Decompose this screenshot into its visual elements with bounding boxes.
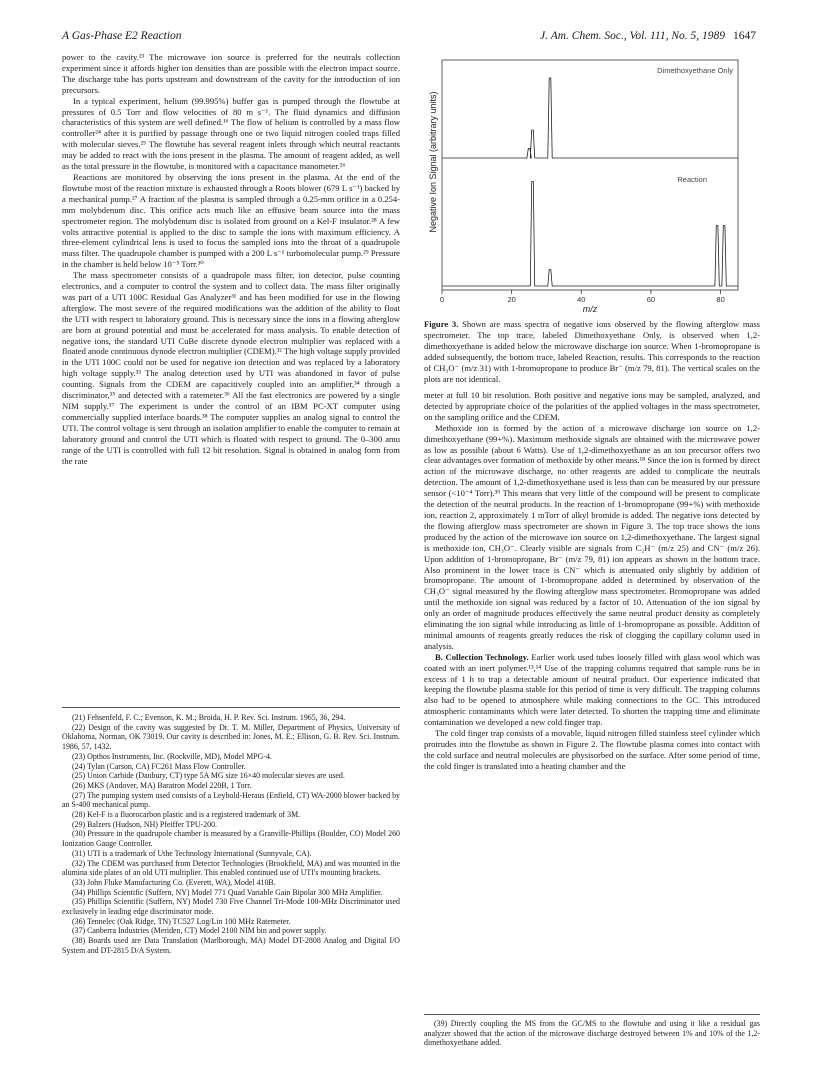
trace-dimethoxyethane-only — [442, 78, 738, 158]
footnote-divider-right — [424, 1014, 760, 1015]
caption-text: Shown are mass spectra of negative ions observed by the flowing afterglow mass spectrometer. The top trace, labeled Dimethoxyethane Only, is observed when 1,2-dimethoxyethane is added below the microwave discharge ion source. When 1-bromopropane is added subsequently, the bottom trace, labeled Reaction, results. This corresponds to the reaction of CH₃O⁻ (m/z 31) with 1-bromopropane to produce Br⁻ (m/z 79, 81). The vertical scales on the plots are not identical. — [424, 319, 761, 384]
x-axis-label: m/z — [582, 304, 598, 314]
left-column-body — [62, 52, 400, 466]
x-tick-label: 40 — [577, 295, 586, 304]
section-b-text: Earlier work used tubes loosely filled with glass wool which was coated with an inert polymer.¹³,¹⁴ Use of the trapping columns required that sample runs be in excess of 1 h to trap a detectable amount of neutral product. Our experience indicated that keeping the flowtube plasma stable for this period of time is very difficult. The trapping columns also had to be opened to atmosphere while making connections to the GC. This introduced atmospheric contaminants which were later detected. To shorten the trapping time and eliminate contamination we developed a new cold finger trap. — [424, 651, 760, 728]
footnote: (36) Tennelec (Oak Ridge, TN) TC527 Log/Lin 100 MHz Ratemeter. — [72, 916, 291, 926]
left-paragraph: power to the cavity.²³ The microwave ion source is preferred for the neutrals collection experiment since it affords higher ion densities than are possible with the electron impact source. The discharge tube has ports upstream and downstream of the cavity for the introduction of ion precursors. — [62, 52, 400, 95]
footnote: (39) Directly coupling the MS from the GC/MS to the flowtube and using it like a residual gas analyzer showed that the action of the microwave discharge destroyed between 1% and 10% of the 1,2-dimethoxyethane added. — [424, 1019, 760, 1048]
mass-spectrum-chart — [424, 50, 764, 320]
footnote: (26) MKS (Andover, MA) Baratron Model 220B, 1 Torr. — [72, 780, 252, 790]
top-trace-label: Dimethoxyethane Only — [657, 66, 733, 75]
running-head-journal — [540, 30, 756, 42]
x-tick-label: 80 — [716, 295, 725, 304]
footnote: (31) UTI is a trademark of Uthe Technology International (Sunnyvale, CA). — [72, 848, 312, 858]
right-paragraph: The cold finger trap consists of a movable, liquid nitrogen filled stainless steel cylinder which protrudes into the flowtube as shown in Figure 2. The flowtube plasma comes into contact with the cold surface and neutral molecules are physisorbed on the surface. After some period of time, the cold finger is translated into a heating chamber and the — [424, 728, 760, 771]
journal-citation: J. Am. Chem. Soc., Vol. 111, No. 5, 1989 — [540, 30, 725, 42]
section-heading: B. Collection Technology. — [435, 651, 529, 662]
x-tick-label: 20 — [507, 295, 516, 304]
bottom-trace-label: Reaction — [677, 175, 707, 184]
page-number: 1647 — [733, 30, 756, 42]
footnote: (32) The CDEM was purchased from Detector Technologies (Brookfield, MA) and was mounted in the alumina side plates of an old UTI multiplier. This enabled continued use of UTI's mounting brackets. — [62, 858, 400, 878]
x-tick-label: 60 — [646, 295, 656, 304]
footnote: (28) Kel-F is a fluorocarbon plastic and is a registered trademark of 3M. — [72, 810, 301, 820]
left-paragraph: The mass spectrometer consists of a quadrupole mass filter, ion detector, pulse counting electronics, and a computer to control the system and to collect data. The mass filter originally was part of a UTI 100C Residual Gas Analyzer³¹ and has been modified for use in the flowing afterglow. The most severe of the required modifications was the addition of the ability to float the UTI with respect to laboratory ground. This is necessary since the ions in a flowing afterglow are born at ground potential and must be accelerated for mass analysis. To enable detection of negative ions, the standard UTI CuBe discrete dynode electron multiplier was replaced with a floated anode continuous dynode electron multiplier (CDEM).³² The high voltage supply provided in the UTI 100C could not be used for negative ion detection and was replaced by a laboratory high voltage supply.³³ The analog detection used by UTI was abandoned in favor of pulse counting. Signals from the CDEM are capacitively coupled into an amplifier,³⁴ through a discriminator,³⁵ and detected with a ratemeter.³⁶ All the fast electronics are powered by a single NIM supply.³⁷ The experiment is under the control of an IBM PC-XT computer using commercially supplied interface boards.³⁸ The computer supplies an analog signal to control the UTI. The control voltage is sent through an isolation amplifier to enable the computer to remain at laboratory ground and control the UTI which is floated with respect to ground. The 0–300 amu range of the UTI is controlled with full 12 bit resolution. Signal is obtained in analog form from the rate — [62, 270, 401, 466]
section-b-paragraph — [424, 652, 760, 728]
right-paragraph: meter at full 10 bit resolution. Both positive and negative ions may be sampled, analyzed, and detected by appropriate choice of the polarities of the applied voltages in the mass spectrometer, on the sampling orifice and the CDEM. — [424, 390, 760, 422]
x-axis-ticks — [440, 290, 725, 304]
footnote: (24) Tylan (Carson, CA) FC261 Mass Flow Controller. — [72, 761, 246, 771]
footnote: (34) Phillips Scientific (Suffern, NY) Model 771 Quad Variable Gain Bipolar 300 MHz Amplifier. — [72, 887, 383, 897]
footnotes-left — [62, 713, 400, 956]
left-paragraph: Reactions are monitored by observing the ions present in the plasma. At the end of the flowtube most of the reaction mixture is exhausted through a Roots blower (679 L s⁻¹) backed by a mechanical pump.²⁷ A fraction of the plasma is sampled through a 0.25-mm orifice in a 0.254-mm molybdenum disc. This orifice acts much like an effusive beam source into the mass spectrometer region. The molybdenum disc is isolated from ground on a Kel-F insulator.²⁸ A few volts attractive potential is applied to the disc to sample the ions with maximum efficiency. A three-element cylindrical lens is used to focus the sampled ions into the throat of a quadrupole mass filter. The quadrupole chamber is pumped with a 200 L s⁻¹ turbomolecular pump.²⁹ Pressure in the chamber is held below 10⁻⁵ Torr.³⁰ — [62, 171, 400, 270]
running-head-title: A Gas-Phase E2 Reaction — [62, 30, 182, 42]
footnote: (29) Balzers (Hudson, NH) Pfeiffer TPU-200. — [72, 819, 217, 829]
x-tick-label: 0 — [439, 295, 445, 304]
footnote: (37) Canberra Industries (Meriden, CT) Model 2100 NIM bin and power supply. — [72, 926, 327, 936]
footnote: (27) The pumping system used consists of a Leybold-Heraus (Enfield, CT) WA-2000 blower backed by an S-400 mechanical pump. — [62, 790, 400, 810]
footnote: (22) Design of the cavity was suggested by Dr. T. M. Miller, Department of Physics, University of Oklahoma, Norman, OK 73019. Our cavity is described in: Jones, M. E.; Ellison, G. B. Rev. Sci. Instrum. 1986, 57, 1432. — [62, 722, 400, 752]
footnotes-right — [424, 1019, 760, 1048]
figure-caption — [424, 319, 760, 384]
right-paragraph: Methoxide ion is formed by the action of a microwave discharge ion source on 1,2-dimethoxyethane (99+%). Maximum methoxide signals are obtained with the microwave power as low as possible (about 6 Watts). Use of 1,2-dimethoxyethane as an ion precursor offers two clear advantages over formation of methoxide by other means.¹⁸ Since the ion is formed by direct action of the microwave discharge, no other reagents are added to complicate the neutrals detection. The amount of 1,2-dimethoxyethane used is less than can be measured by our pressure sensor (<10⁻⁴ Torr).³⁹ This means that very little of the compound will be present to complicate the detection of the neutral products. In the reaction of 1-bromopropane (99+%) with methoxide ion, reaction 2, approximately 1 mTorr of alkyl bromide is added. The negative ions detected by the flowing afterglow mass spectrometer are shown in Figure 3. The top trace shows the ions produced by the action of the microwave ion source on 1,2-dimethoxyethane. The largest signal is methoxide ion, CH₃O⁻. Clearly visible are signals from C₂H⁻ (m/z 25) and CN⁻ (m/z 26). Upon addition of 1-bromopropane, Br⁻ (m/z 79, 81) ion appears as shown in the bottom trace. Also prominent in the lower trace is CN⁻ which is attenuated only slightly by addition of bromopropane. The amount of 1-bromopropane added is determined by observation of the CH₃O⁻ signal measured by the flowing afterglow mass spectrometer. Bromopropane was added until the methoxide ion signal was reduced by a factor of 10. Attenuation of the ion signal by only an order of magnitude produces effectively the same neutral product density as completely eliminating the ion signal while introducing as little of 1-bromopropane as possible. Addition of minimal amounts of reagents greatly reduces the risk of clogging the capillary column used in analysis. — [424, 422, 760, 651]
footnote: (33) John Fluke Manufacturing Co. (Everett, WA), Model 410B. — [72, 877, 276, 887]
y-axis-label: Negative Ion Signal (arbitrary units) — [428, 91, 438, 233]
figure-3-mass-spectra — [424, 50, 764, 328]
right-column-body — [424, 390, 760, 772]
footnote: (38) Boards used are Data Translation (Marlborough, MA) Model DT-2808 Analog and Digital I/O System and DT-2815 D/A System. — [62, 936, 400, 955]
footnote: (30) Pressure in the quadrupole chamber is measured by a Granville-Phillips (Boulder, CO) Model 260 Ionization Gauge Controller. — [62, 829, 400, 849]
trace-reaction — [442, 182, 738, 287]
footnote: (21) Fehsenfeld, F. C.; Evenson, K. M.; Broida, H. P. Rev. Sci. Instrum. 1965, 36, 294. — [72, 713, 346, 722]
footnote-divider — [62, 707, 400, 708]
left-paragraph: In a typical experiment, helium (99.995%) buffer gas is pumped through the flowtube at pressures of 0.5 Torr and flow velocities of 80 m s⁻¹. The fluid dynamics and diffusion characteristics of this system are well defined.¹⁶ The flow of helium is controlled by a mass flow controller²⁴ after it is purified by passage through one or two liquid nitrogen cooled traps filled with molecular sieves.²⁵ The flowtube has several reagent inlets through which neutral reactants may be added to react with the ions present in the plasma. The amount of reagent added, as well as the total pressure in the flowtube, is monitored with a capacitance manometer.²⁶ — [62, 95, 400, 172]
footnote: (23) Opthos Instruments, Inc. (Rockville, MD), Model MPG-4. — [72, 751, 272, 761]
footnote: (35) Phillips Scientific (Suffern, NY) Model 730 Five Channel Tri-Mode 100-MHz Discriminator used exclusively in leading edge discriminator mode. — [62, 897, 400, 917]
footnote: (25) Union Carbide (Danbury, CT) type 5A MG size 16×40 molecular sieves are used. — [72, 771, 345, 781]
figure-label: Figure 3. — [424, 319, 459, 329]
